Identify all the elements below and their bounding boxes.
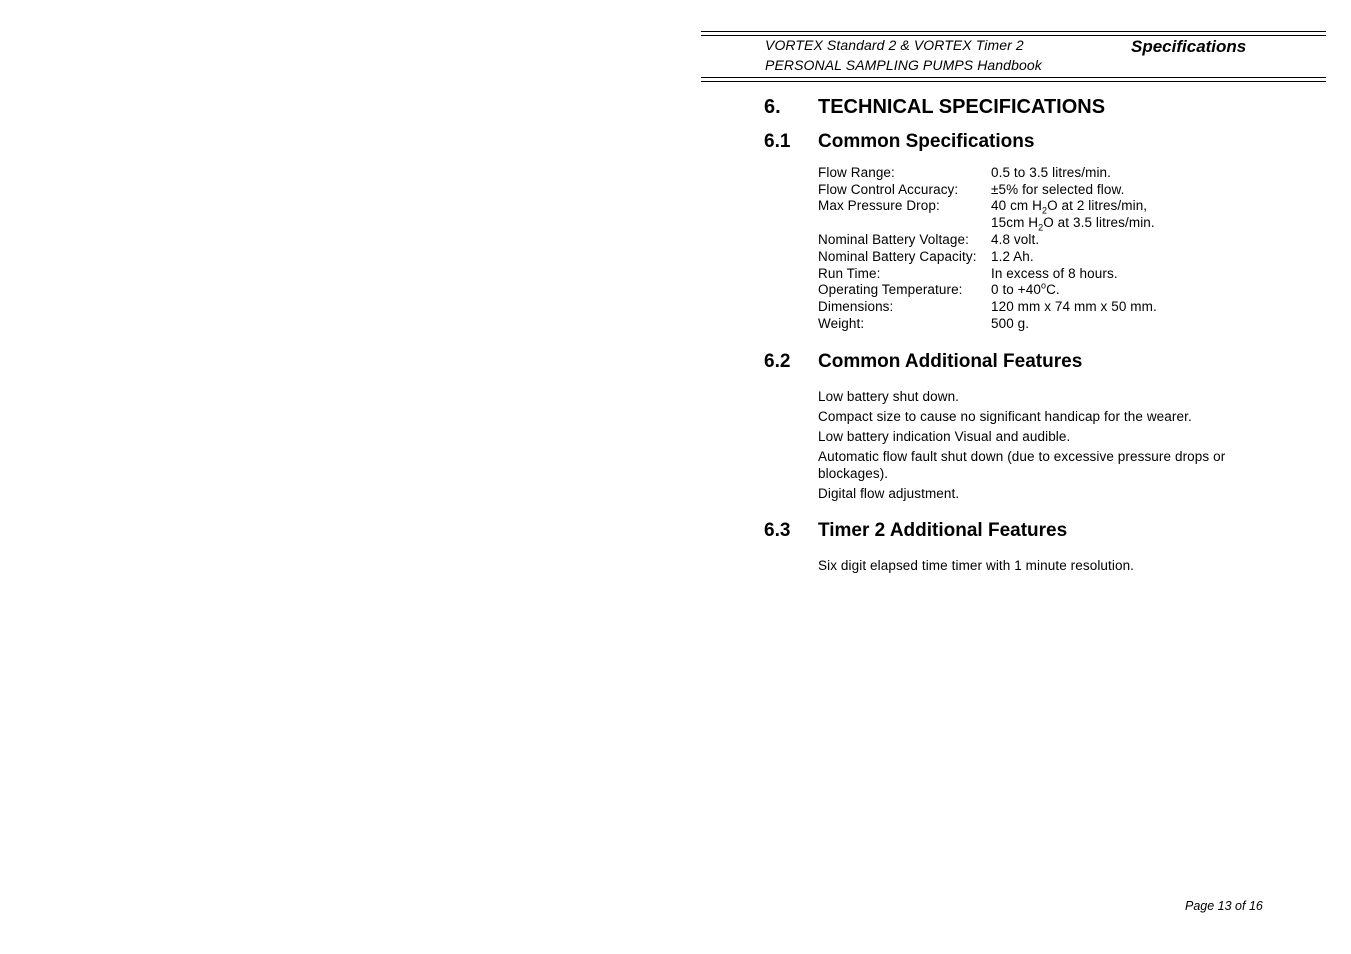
spec-label: Dimensions: bbox=[818, 299, 894, 314]
header-title-line2: PERSONAL SAMPLING PUMPS Handbook bbox=[765, 57, 1042, 73]
spec-value bbox=[991, 282, 1060, 297]
section-6-1-title: Common Specifications bbox=[818, 131, 1035, 152]
spec-value bbox=[991, 215, 1155, 233]
spec-label: Nominal Battery Voltage: bbox=[818, 232, 969, 247]
header-bottom-rule-inner bbox=[701, 81, 1326, 82]
spec-value bbox=[991, 198, 1148, 216]
header-bottom-rule bbox=[701, 77, 1326, 78]
section-6-1-number: 6.1 bbox=[764, 131, 791, 152]
spec-label: Operating Temperature: bbox=[818, 282, 963, 297]
section-6-2-number: 6.2 bbox=[764, 351, 791, 372]
section-6-3-title: Timer 2 Additional Features bbox=[818, 520, 1068, 541]
section-6-2-title: Common Additional Features bbox=[818, 351, 1083, 372]
spec-value-part: O at 3.5 litres/min. bbox=[1043, 215, 1155, 230]
page-number: Page 13 of 16 bbox=[1185, 899, 1263, 913]
spec-value: In excess of 8 hours. bbox=[991, 266, 1118, 281]
spec-value-part: C. bbox=[1046, 282, 1060, 297]
spec-value: 120 mm x 74 mm x 50 mm. bbox=[991, 299, 1157, 314]
spec-value-part: O at 2 litres/min, bbox=[1047, 198, 1148, 213]
section-6-number: 6. bbox=[764, 96, 781, 118]
subscript: 2 bbox=[1041, 205, 1048, 216]
header-section-name: Specifications bbox=[1131, 37, 1247, 56]
header-title-line1: VORTEX Standard 2 & VORTEX Timer 2 bbox=[765, 37, 1024, 53]
spec-label: Nominal Battery Capacity: bbox=[818, 249, 977, 264]
header-top-rule-inner bbox=[701, 35, 1326, 36]
spec-value: 0.5 to 3.5 litres/min. bbox=[991, 165, 1112, 180]
feature-item: Six digit elapsed time timer with 1 minute resolution. bbox=[818, 558, 1135, 573]
subscript: 2 bbox=[1038, 222, 1044, 233]
spec-label: Flow Control Accuracy: bbox=[818, 182, 959, 197]
feature-item: Compact size to cause no significant handicap for the wearer. bbox=[818, 409, 1192, 424]
feature-item: Digital flow adjustment. bbox=[818, 486, 960, 501]
spec-label: Flow Range: bbox=[818, 165, 895, 180]
section-6-3-number: 6.3 bbox=[764, 520, 791, 541]
spec-value: 500 g. bbox=[991, 316, 1030, 331]
spec-label: Max Pressure Drop: bbox=[818, 198, 940, 213]
spec-value-part: 40 cm H bbox=[991, 198, 1042, 213]
spec-value: 1.2 Ah. bbox=[991, 249, 1034, 264]
superscript: o bbox=[1040, 280, 1047, 291]
spec-label: Weight: bbox=[818, 316, 865, 331]
spec-value-part: 15cm H bbox=[991, 215, 1039, 230]
header-top-rule bbox=[701, 31, 1326, 32]
section-6-title: TECHNICAL SPECIFICATIONS bbox=[818, 96, 1106, 118]
feature-item: Low battery shut down. bbox=[818, 389, 960, 404]
spec-label: Run Time: bbox=[818, 266, 881, 281]
spec-value-part: 0 to +40 bbox=[991, 282, 1041, 297]
feature-item: Automatic flow fault shut down (due to excessive pressure drops or blockages). bbox=[818, 449, 1226, 481]
feature-item: Low battery indication Visual and audible. bbox=[818, 429, 1071, 444]
spec-value: 4.8 volt. bbox=[991, 232, 1040, 247]
spec-value: ±5% for selected flow. bbox=[991, 182, 1125, 197]
